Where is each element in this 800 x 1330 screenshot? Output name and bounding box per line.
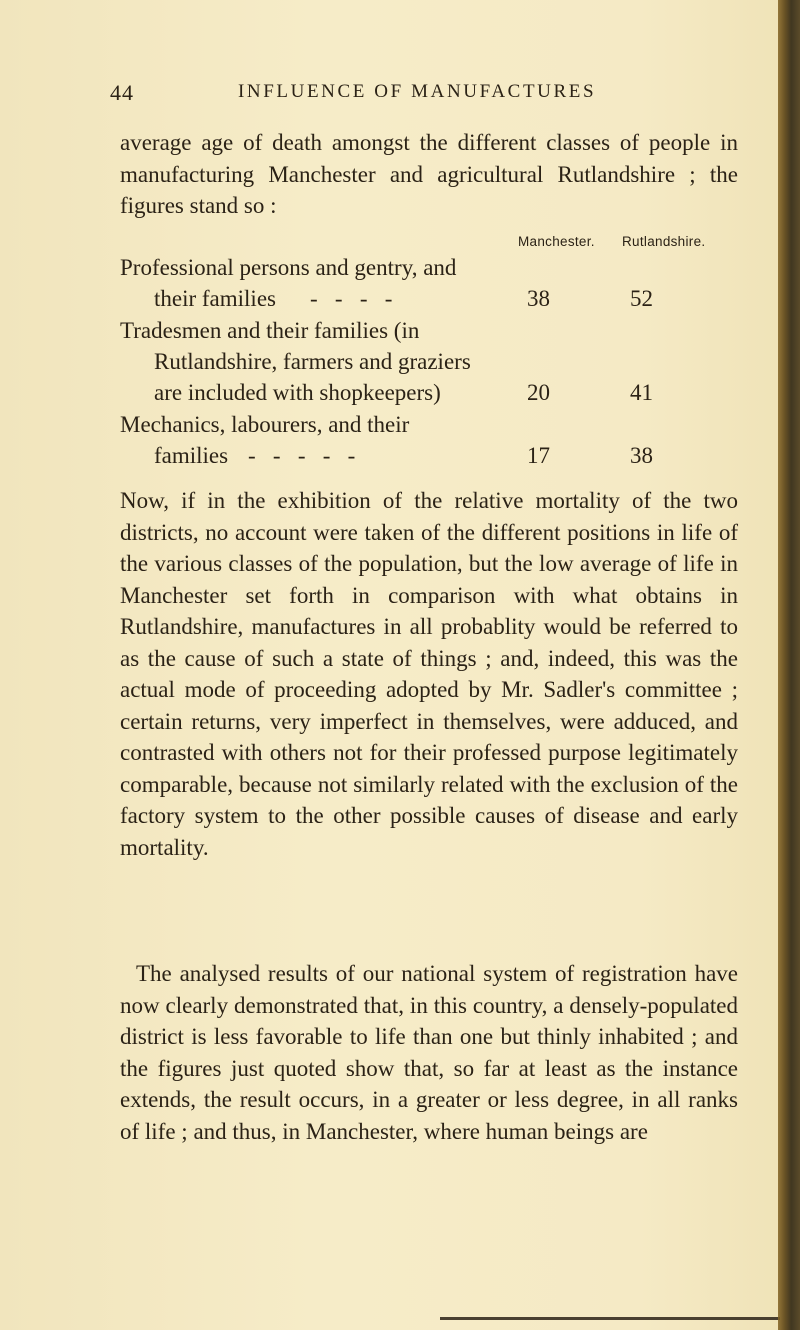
table-row-3-manchester: 17 — [527, 443, 550, 468]
body-paragraph-1: Now, if in the exhibition of the relative mortality of the two districts, no account were taken of the different positions in life of the various classes of the population, but the low average of life in Manchester set forth in comparison with what obtains in Rutlandshire, manufactures in all probablity would be referred to as the cause of such a state of things ; and, indeed, this was the actual mode of proceeding adopted by Mr. Sadler's committee ; certain returns, very imperfect in themselves, were adduced, and contrasted with others not for their professed purpose legitimately comparable, because not similarly related with the exclusion of the factory system to the other possible causes of disease and early mortality. — [120, 488, 738, 860]
page-header — [110, 80, 750, 110]
table-row-3-line-1: Mechanics, labourers, and their — [120, 412, 410, 437]
page-number: 44 — [110, 80, 134, 105]
body-paragraph-2: The analysed results of our national system of registration have now clearly demonstrated that, in this country, a densely-populated district is less favorable to life than one but thinly inhabited ; and the figures just quoted show that, so far at least as the instance extends, the result occurs, in a greater or less degree, in all ranks of life ; and thus, in Manchester, where human beings are — [120, 961, 738, 1144]
table-row-3-rutlandshire: 38 — [630, 443, 653, 468]
table-row-2-line-3: are included with shopkeepers) — [154, 380, 441, 405]
running-head: INFLUENCE OF MANUFACTURES — [238, 81, 597, 102]
table-row-1-leader: - - - - — [310, 286, 393, 311]
bottom-rule — [440, 1317, 780, 1320]
page-binding-edge — [778, 0, 800, 1330]
table-row-1-line-2: their families — [154, 286, 276, 311]
intro-paragraph: average age of death amongst the different classes of people in manufacturing Manchester and agricultural Rutlandshire ; the figures stand so : — [120, 130, 738, 218]
table-row-1-rutlandshire: 52 — [630, 286, 653, 311]
table-row-2-line-2: Rutlandshire, farmers and graziers — [154, 349, 471, 374]
column-header-rutlandshire: Rutlandshire. — [622, 234, 706, 249]
table-row-1-line-1: Professional persons and gentry, and — [120, 255, 457, 280]
table-row-2-manchester: 20 — [527, 380, 550, 405]
table-row-2-line-1: Tradesmen and their families (in — [120, 318, 420, 343]
table-row-3-leader: - - - - - — [248, 443, 356, 468]
column-header-manchester: Manchester. — [518, 234, 595, 249]
table-row-2-rutlandshire: 41 — [630, 380, 653, 405]
table-row-3-line-2: families — [154, 443, 229, 468]
table-row-1-manchester: 38 — [527, 286, 550, 311]
